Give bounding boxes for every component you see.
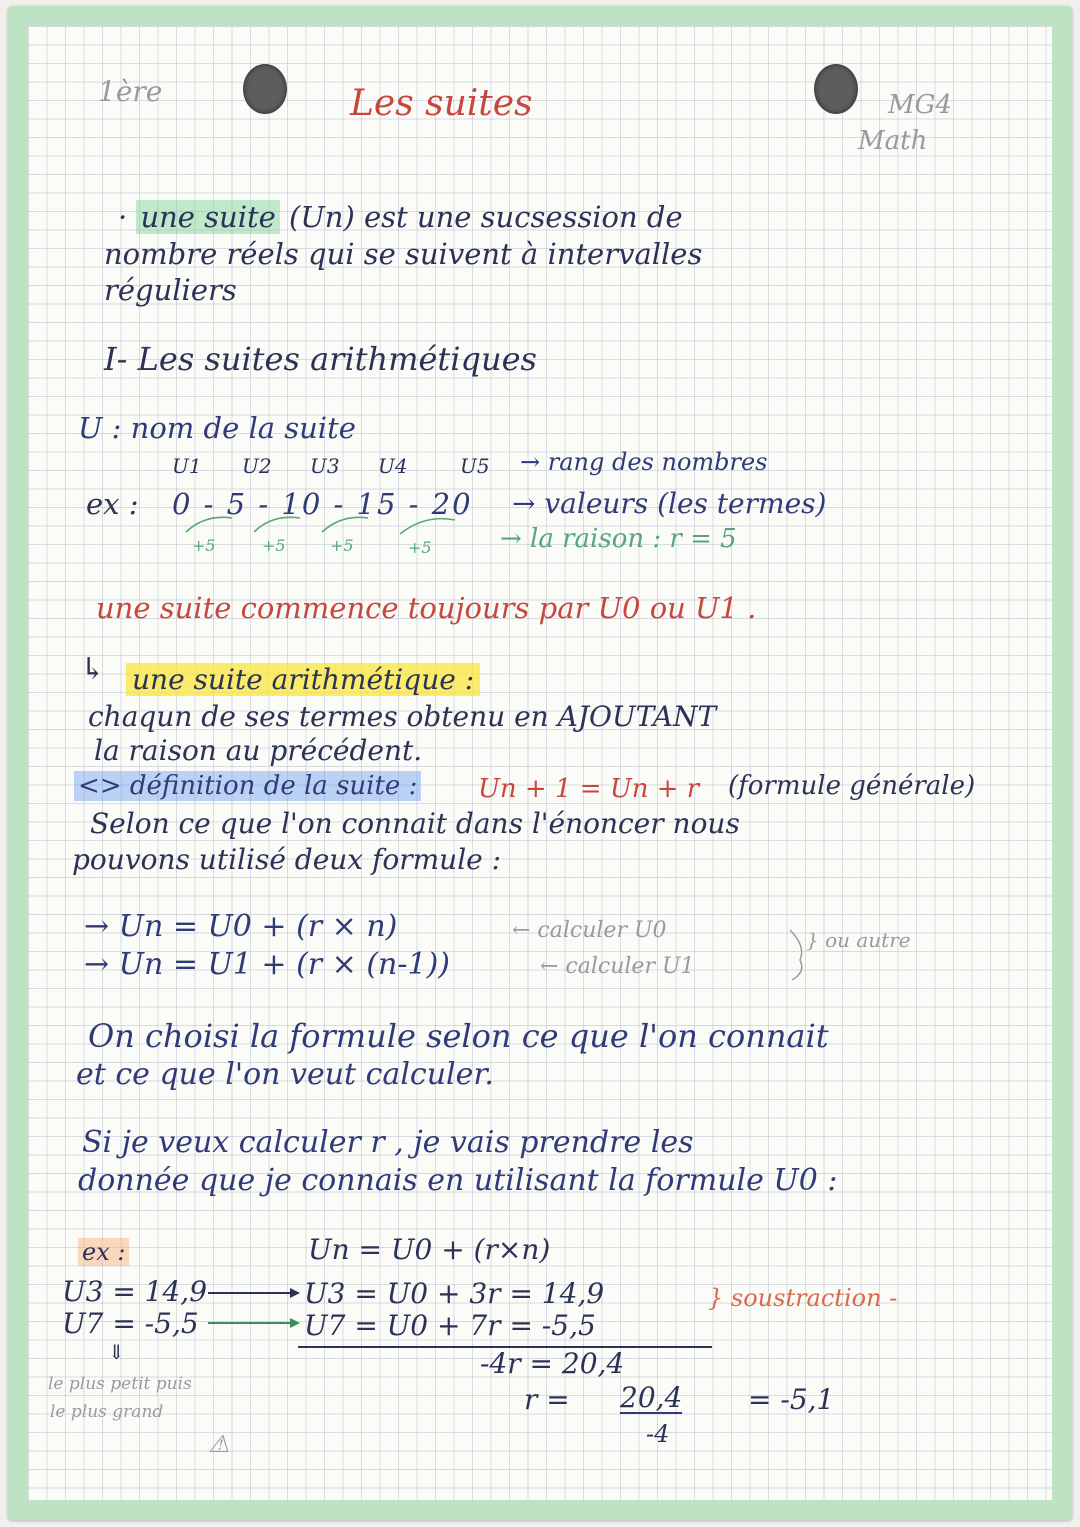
given-u7: U7 = -5,5 <box>62 1307 199 1340</box>
down-arrow: ⇓ <box>108 1340 125 1364</box>
suite-term: une suite <box>136 200 279 234</box>
tag-line-1: MG4 <box>888 90 952 120</box>
given-u3: U3 = 14,9 <box>62 1275 208 1308</box>
formula-u1-note: ← calculer U1 <box>540 954 695 979</box>
definition-line-2: pouvons utilisé deux formule : <box>72 843 502 876</box>
equation-u3: U3 = U0 + 3r = 14,9 <box>304 1277 605 1310</box>
choice-line-2: et ce que l'on veut calculer. <box>76 1057 494 1092</box>
soustraction-note: } soustraction - <box>708 1284 898 1312</box>
calc-r-line-2: donnée que je connais en utilisant la formule U0 : <box>78 1163 838 1198</box>
arith-line-2: la raison au précédent. <box>94 734 423 767</box>
brace-note: } ou autre <box>806 928 911 952</box>
rank-u1: U1 <box>172 454 202 478</box>
ex-label-1: ex : <box>86 487 139 521</box>
step-3: +5 <box>330 536 354 555</box>
choice-line-1: On choisi la formule selon ce que l'on connait <box>88 1017 829 1055</box>
formula-u0: → Un = U0 + (r × n) <box>84 909 398 944</box>
rank-u3: U3 <box>310 454 340 478</box>
rank-caption: → rang des nombres <box>520 448 768 476</box>
example-values: 0 - 5 - 10 - 15 - 20 <box>172 487 473 521</box>
rank-u2: U2 <box>242 454 272 478</box>
step-4: +5 <box>408 538 432 557</box>
rank-u5: U5 <box>460 454 490 478</box>
calc-r-line-1: Si je veux calculer r , je vais prendre les <box>82 1125 694 1160</box>
difference-line: -4r = 20,4 <box>480 1347 625 1380</box>
example-label-text: ex : <box>78 1238 129 1266</box>
formula-u1: → Un = U1 + (r × (n-1)) <box>84 947 450 982</box>
fraction-denominator: -4 <box>646 1420 670 1448</box>
def-arrow: ↳ <box>80 652 106 687</box>
order-note-2: le plus grand <box>50 1402 164 1422</box>
definition-label <box>74 773 421 799</box>
level-label: 1ère <box>98 75 163 108</box>
warning-icon: ⚠ <box>208 1430 230 1458</box>
arith-term <box>126 663 480 696</box>
bullet: · <box>118 200 128 234</box>
intro-line-2: nombre réels qui se suivent à intervalles <box>104 237 703 271</box>
formula-u0-note: ← calculer U0 <box>512 918 667 943</box>
intro-line-1-rest: (Un) est une sucsession de <box>289 200 683 234</box>
general-formula-note: (formule générale) <box>728 771 976 801</box>
u-name-label: U : nom de la suite <box>78 411 356 445</box>
r-lhs: r = <box>524 1383 570 1416</box>
arith-line-1: chaqun de ses termes obtenu en AJOUTANT <box>88 700 717 733</box>
section-heading: I- Les suites arithmétiques <box>104 340 537 378</box>
r-result: = -5,1 <box>748 1383 835 1416</box>
page-title: Les suites <box>350 83 533 124</box>
reason-caption: → la raison : r = 5 <box>500 524 737 554</box>
intro-line-3: réguliers <box>104 273 237 307</box>
example-label <box>78 1240 129 1264</box>
order-note-1: le plus petit puis <box>48 1374 192 1394</box>
fraction-numerator: 20,4 <box>620 1381 683 1414</box>
arith-term-text: une suite arithmétique : <box>126 663 480 696</box>
tag-line-2: Math <box>858 126 928 156</box>
step-2: +5 <box>262 536 286 555</box>
start-note: une suite commence toujours par U0 ou U1 . <box>96 591 757 625</box>
rank-u4: U4 <box>378 454 408 478</box>
definition-label-text: <> définition de la suite : <box>74 771 421 801</box>
example-general: Un = U0 + (r×n) <box>308 1233 551 1266</box>
equation-u7: U7 = U0 + 7r = -5,5 <box>304 1309 596 1342</box>
values-caption: → valeurs (les termes) <box>512 487 827 520</box>
definition-line-1: Selon ce que l'on connait dans l'énoncer nous <box>90 807 740 840</box>
general-formula: Un + 1 = Un + r <box>478 774 700 804</box>
step-1: +5 <box>192 536 216 555</box>
